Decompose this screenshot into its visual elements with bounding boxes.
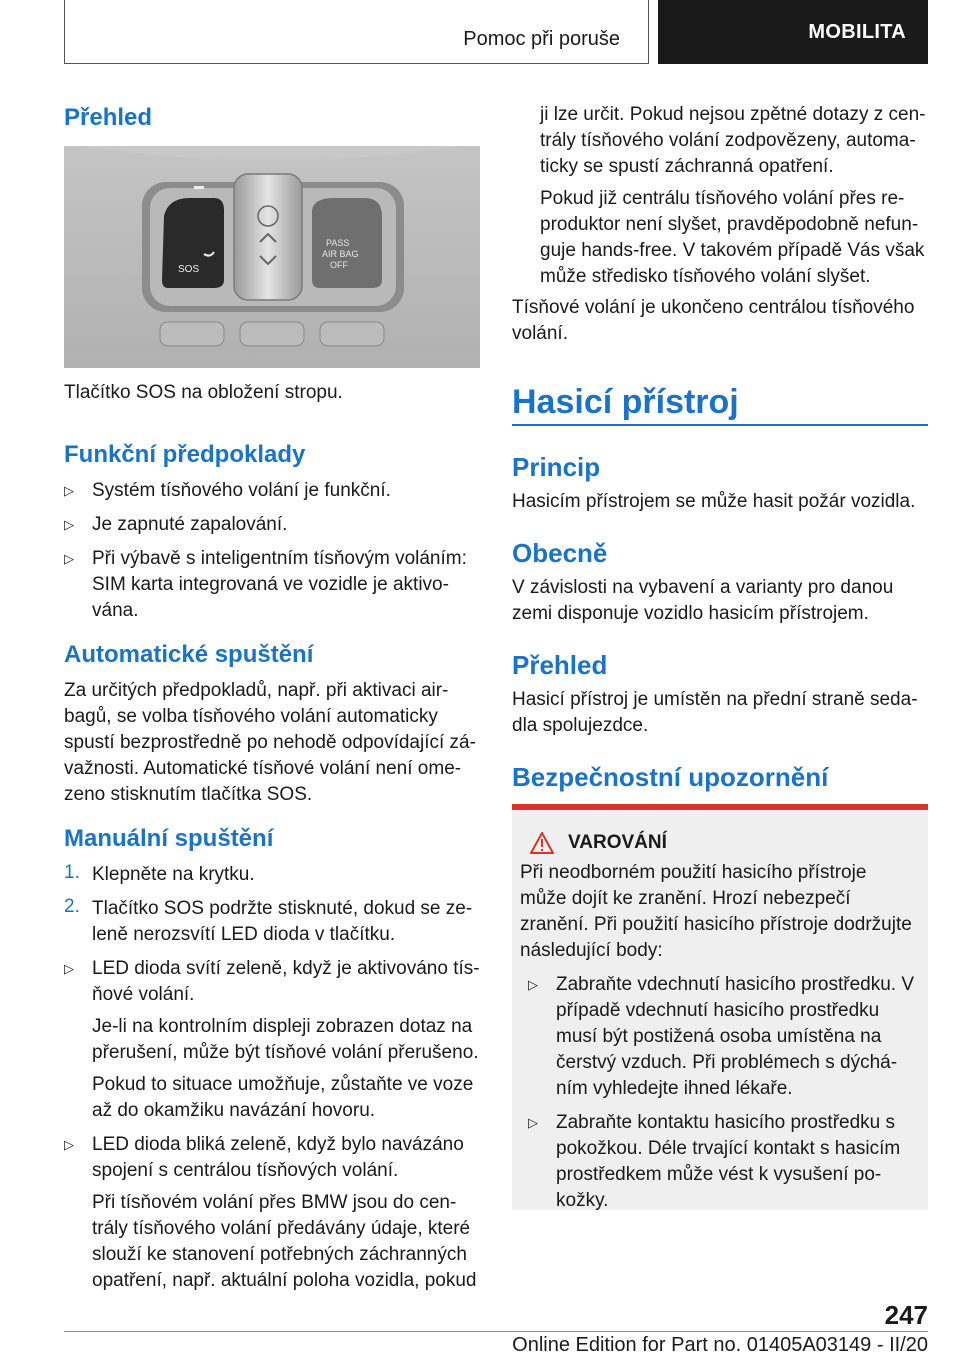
- list-predpoklady: [64, 478, 480, 624]
- heading-predpoklady: Funkční předpoklady: [64, 441, 306, 468]
- sos-label: SOS: [178, 264, 200, 275]
- warning-title: VAROVÁNÍ: [568, 832, 667, 853]
- heading-princip: Princip: [512, 452, 601, 482]
- list-item: ▷ Je zapnuté zapalování.: [64, 512, 480, 538]
- list-item: ▷ Zabraňte kontaktu hasicího prostředku s pokožkou. Déle trvající kontakt s hasicím prostředkem může vést k vysušení po- kožky.: [528, 1110, 918, 1214]
- list-manual: [64, 862, 480, 1294]
- svg-text:OFF: OFF: [330, 260, 348, 270]
- header-section-title: Pomoc při poruše: [463, 28, 620, 50]
- list-item: ▷ LED dioda svítí zeleně, když je aktivováno tís- ňové volání. Je-li na kontrolním displeji zobrazen dotaz na přerušení, může být tísňové volání přerušeno. Pokud to situace umožňuje, zůstaňte ve voze až do okamžiku navázání hovoru.: [64, 956, 480, 1124]
- triangle-bullet-icon: ▷: [64, 483, 74, 498]
- warning-list: [520, 972, 918, 1214]
- edition-note: Online Edition for Part no. 01405A03149 - II/20: [512, 1334, 928, 1356]
- list-item: 1. Klepněte na krytku.: [64, 862, 255, 885]
- heading-hasici-pristroj: Hasicí přístroj: [512, 383, 739, 421]
- triangle-bullet-icon: ▷: [64, 1137, 74, 1152]
- heading-manualni: Manuální spuštění: [64, 825, 274, 852]
- heading-rule: [512, 424, 928, 426]
- obecne-text: V závislosti na vybavení a varianty pro danou zemi disponuje vozidlo hasicím přístrojem.: [512, 577, 894, 624]
- list-item: ▷ LED dioda bliká zeleně, když bylo navázáno spojení s centrálou tísňových volání. Při tísňovém volání přes BMW jsou do cen- trály tísňového volání předávány údaje, které slouží ke stanovení potřebných záchranných opatření, např. aktuální poloha vozidla, pokud: [64, 1132, 480, 1294]
- figure-caption: Tlačítko SOS na obložení stropu.: [64, 382, 343, 403]
- sos-panel-illustration: [64, 146, 480, 368]
- header-chapter-tab: [658, 0, 928, 64]
- footer-rule: [64, 1331, 928, 1332]
- triangle-bullet-icon: ▷: [64, 517, 74, 532]
- heading-automaticke: Automatické spuštění: [64, 641, 314, 668]
- warning-text: Při neodborném použití hasicího přístroje může dojít ke zranění. Hrozí nebezpečí zranění. Při použití hasicího přístroje dodržujte následující body:: [520, 862, 912, 961]
- princip-text: Hasicím přístrojem se může hasit požár vozidla.: [512, 491, 916, 512]
- figure-sos-button: [64, 146, 480, 368]
- heading-prehled-2: Přehled: [512, 650, 608, 680]
- prehled-text: Hasicí přístroj je umístěn na přední straně seda- dla spolujezdce.: [512, 689, 918, 736]
- heading-prehled: Přehled: [64, 104, 153, 131]
- svg-text:PASS: PASS: [326, 238, 350, 248]
- list-item: ▷ Při výbavě s inteligentním tísňovým voláním: SIM karta integrovaná ve vozidle je aktivo- vána.: [64, 546, 480, 624]
- warning-box: [512, 804, 928, 1210]
- auto-text: Za určitých předpokladů, např. při aktivaci air- bagů, se volba tísňového volání automaticky spustí bezprostředně po nehodě odpovídající zá- važnosti. Automatické tísňové volání není ome- zeno stisknutím tlačítka SOS.: [64, 680, 476, 805]
- warning-triangle-icon: [530, 832, 554, 854]
- continued-text: ji lze určit. Pokud nejsou zpětné dotazy z cen- trály tísňového volání zodpovězeny, automa- ticky se spustí záchranná opatření. Pokud již centrálu tísňového volání přes re- produktor není slyšet, pravděpodobně nefun- guje hands-free. V takovém případě Vás však může středisko tísňového volání slyšet.: [540, 104, 926, 287]
- end-paragraph: Tísňové volání je ukončeno centrálou tísňového volání.: [512, 297, 915, 344]
- warning-header: [530, 832, 918, 854]
- heading-obecne: Obecně: [512, 538, 608, 568]
- list-item: ▷ Zabraňte vdechnutí hasicího prostředku. V případě vdechnutí hasicího prostředku musí být postižená osoba umístěna na čerstvý vzduch. Při problémech s dýchá- ním vyhledejte ihned lékaře.: [528, 972, 918, 1102]
- triangle-bullet-icon: ▷: [528, 977, 538, 992]
- triangle-bullet-icon: ▷: [528, 1115, 538, 1130]
- list-item: ▷ Systém tísňového volání je funkční.: [64, 478, 480, 504]
- chapter-label: MOBILITA: [808, 20, 906, 43]
- page-number: 247: [884, 1300, 928, 1330]
- triangle-bullet-icon: ▷: [64, 551, 74, 566]
- triangle-bullet-icon: ▷: [64, 961, 74, 976]
- svg-text:AIR BAG: AIR BAG: [322, 249, 359, 259]
- list-item: 2. Tlačítko SOS podržte stisknuté, dokud se ze- leně nerozsvítí LED dioda v tlačítku.: [64, 896, 473, 945]
- heading-bezpecnostni: Bezpečnostní upozornění: [512, 762, 829, 792]
